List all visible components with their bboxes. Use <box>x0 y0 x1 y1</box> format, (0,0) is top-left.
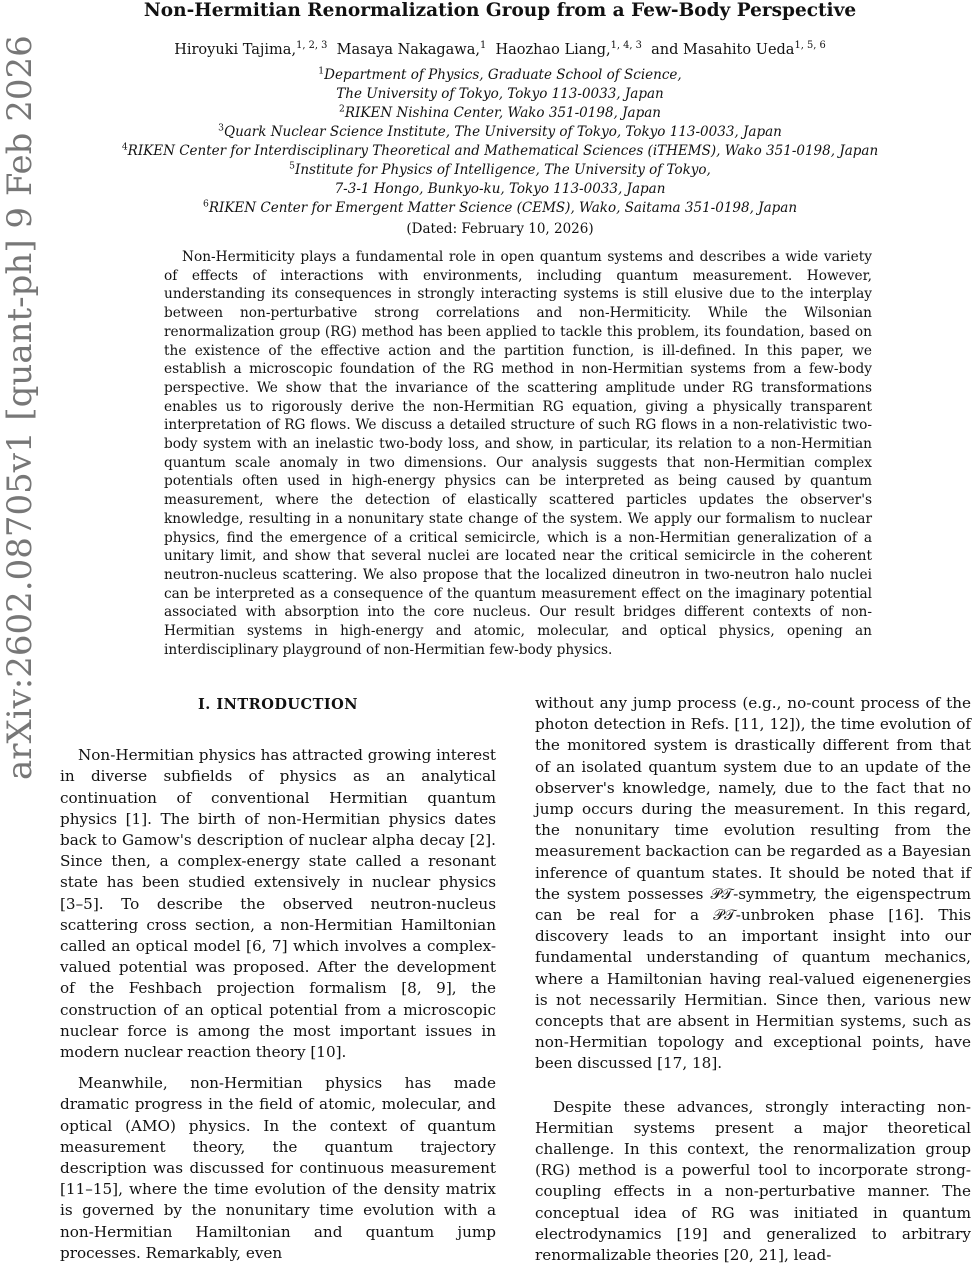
author: Hiroyuki Tajima,$^{1, 2, 3}$ <box>174 40 328 58</box>
affiliation: $^4$RIKEN Center for Interdisciplinary Theoretical and Mathematical Sciences (iTHEMS), Wako 351-0198, Japan <box>121 141 879 159</box>
author: Masaya Nakagawa,$^1$ <box>336 40 487 58</box>
paragraph: Non-Hermitian physics has attracted growing interest in diverse subfields of physics as an analytical continuation of conventional Hermitian quantum physics [1]. The birth of non-Hermitian physics dates back to Gamow's description of nuclear alpha decay [2]. Since then, a complex-energy state called a resonant state has been studied extensively in nuclear physics [3–5]. To describe the observed neutron-nucleus scattering cross section, a non-Hermitian Hamiltonian called an optical model [6, 7] which involves a complex-valued potential was proposed. After the development of the Feshbach projection formalism [8, 9], the construction of an optical potential from a microscopic nuclear force is among the most important issues in modern nuclear reaction theory [10]. <box>60 746 496 1062</box>
affiliation-line: The University of Tokyo, Tokyo 113-0033, Japan <box>336 86 664 102</box>
left-column <box>60 694 496 1264</box>
author: Haozhao Liang,$^{1, 4, 3}$ <box>495 40 642 58</box>
affiliation: $^5$Institute for Physics of Intelligence, The University of Tokyo, <box>289 160 711 178</box>
right-column <box>535 693 971 1266</box>
date-line: (Dated: February 10, 2026) <box>406 221 594 237</box>
abstract: Non-Hermiticity plays a fundamental role in open quantum systems and describes a wide variety of effects of interactions with environments, including quantum measurement. However, understanding its consequences in strongly interacting systems is still elusive due to the interplay between non-perturbative strong correlations and non-Hermiticity. While the Wilsonian renormalization group (RG) method has been applied to tackle this problem, its foundation, based on the existence of the effective action and the partition function, is ill-defined. In this paper, we establish a microscopic foundation of the RG method in non-Hermitian systems from a few-body perspective. We show that the invariance of the scattering amplitude under RG transformations enables us to rigorously derive the non-Hermitian RG equation, giving a physically transparent interpretation of RG flows. We discuss a detailed structure of such RG flows in a non-relativistic two-body system with an inelastic two-body loss, and show, in particular, its relation to a non-Hermitian quantum scale anomaly in two dimensions. Our analysis suggests that non-Hermitian complex potentials often used in high-energy physics can be interpreted as being caused by quantum measurement, where the detection of elastically scattered particles updates the observer's knowledge, resulting in a nonunitary state change of the system. We apply our formalism to nuclear physics, find the emergence of a critical semicircle, which is a non-Hermitian generalization of a unitary limit, and show that several nuclei are located near the critical semicircle in the coherent neutron-nucleus scattering. We also propose that the localized dineutron in two-neutron halo nuclei can be interpreted as a consequence of the quantum measurement effect on the imaginary potential associated with absorption into the core nucleus. Our result bridges different contexts of non-Hermitian systems in high-energy and atomic, molecular, and optical physics, opening an interdisciplinary playground of non-Hermitian few-body physics. <box>164 249 872 658</box>
paragraph: Despite these advances, strongly interacting non-Hermitian systems present a major theoretical challenge. In this context, the renormalization group (RG) method is a powerful tool to incorporate strong-coupling effects in a non-perturbative manner. The conceptual idea of RG was initiated in quantum electrodynamics [19] and generalized to arbitrary renormalizable theories [20, 21], lead- <box>535 1097 971 1265</box>
arxiv-identifier: arXiv:2602.08705v1 [quant-ph] 9 Feb 2026 <box>0 35 40 780</box>
author-list <box>60 42 940 58</box>
affiliations <box>60 66 940 218</box>
section-heading: I. INTRODUCTION <box>197 696 359 713</box>
author: and Masahito Ueda$^{1, 5, 6}$ <box>651 40 826 58</box>
paragraph: without any jump process (e.g., no-count process of the photon detection in Refs. [11, 12]), the time evolution of the monitored system is drastically different from that of an isolated quantum system due to an update of the observer's knowledge, namely, due to the fact that no jump occurs during the measurement. In this regard, the nonunitary time evolution resulting from the measurement backaction can be regarded as a Bayesian inference of quantum states. It should be noted that if the system possesses 𝒫𝒯-symmetry, the eigenspectrum can be real for a 𝒫𝒯-unbroken phase [16]. This discovery leads to an important insight into our fundamental understanding of quantum mechanics, where a Hamiltonian having real-valued eigenenergies is not necessarily Hermitian. Since then, various new concepts that are absent in Hermitian systems, such as non-Hermitian topology and exceptional points, have been discussed [17, 18]. <box>535 694 971 1073</box>
paper-title: Non-Hermitian Renormalization Group from a Few-Body Perspective <box>143 0 857 21</box>
affiliation: $^2$RIKEN Nishina Center, Wako 351-0198, Japan <box>339 103 661 121</box>
affiliation: $^6$RIKEN Center for Emergent Matter Science (CEMS), Wako, Saitama 351-0198, Japan <box>202 198 798 216</box>
affiliation: $^1$Department of Physics, Graduate School of Science, <box>318 65 682 83</box>
paragraph: Meanwhile, non-Hermitian physics has made dramatic progress in the field of atomic, molecular, and optical (AMO) physics. In the context of quantum measurement theory, the quantum trajectory description was discussed for continuous measurement [11–15], where the time evolution of the density matrix is governed by the nonunitary time evolution with a non-Hermitian Hamiltonian and quantum jump processes. Remarkably, even <box>60 1074 496 1262</box>
affiliation: $^3$Quark Nuclear Science Institute, The University of Tokyo, Tokyo 113-0033, Japan <box>218 122 782 140</box>
affiliation-line: 7-3-1 Hongo, Bunkyo-ku, Tokyo 113-0033, Japan <box>334 181 666 197</box>
